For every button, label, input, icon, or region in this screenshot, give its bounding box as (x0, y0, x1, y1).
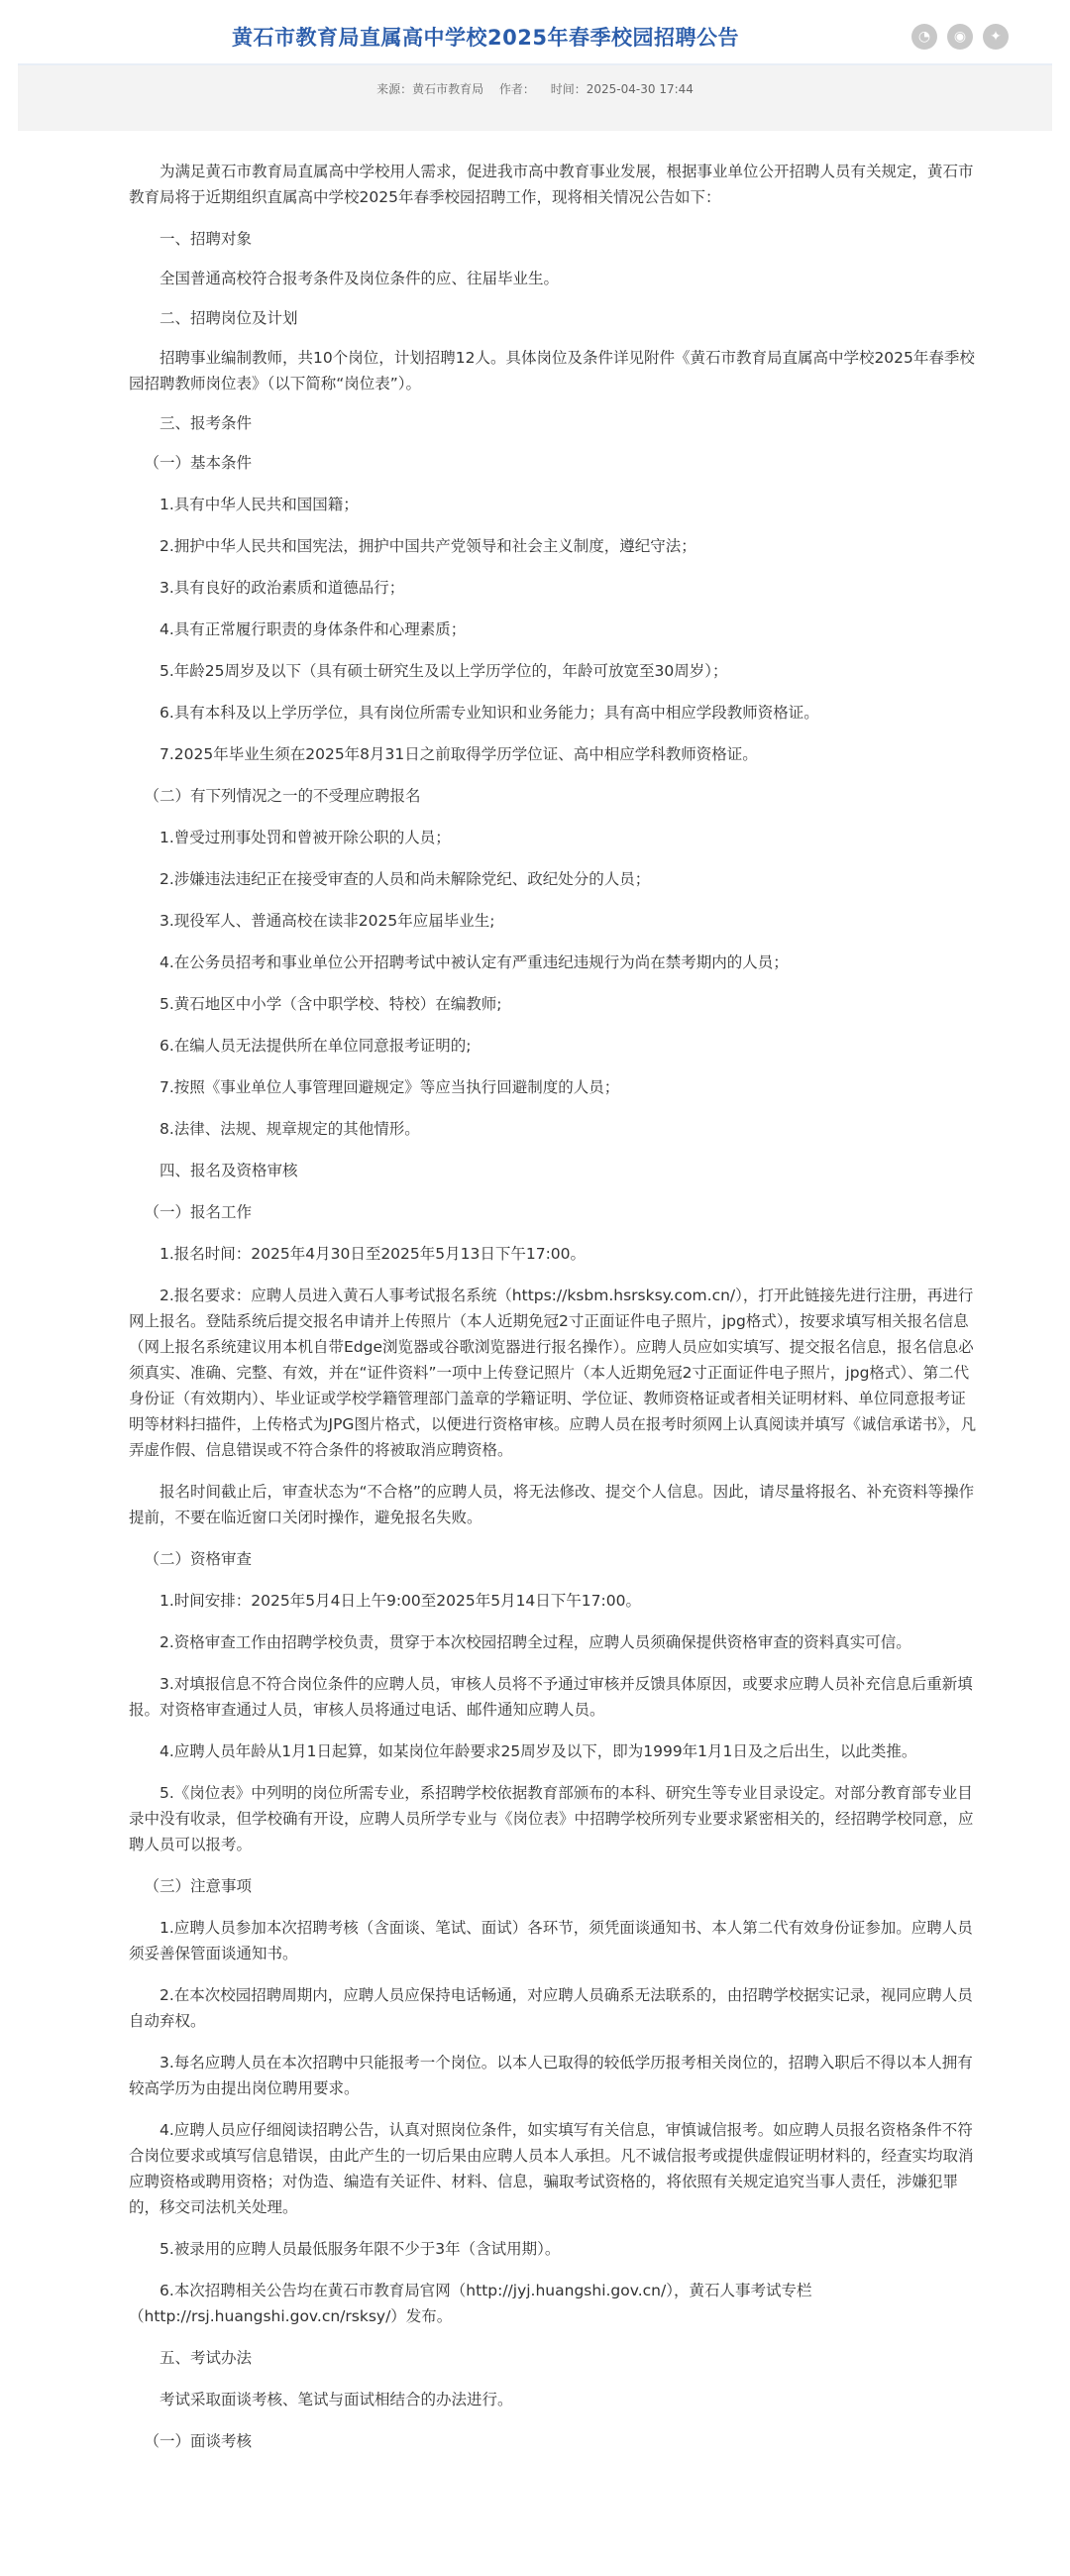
list-item: 4.具有正常履行职责的身体条件和心理素质； (160, 620, 467, 638)
list-item: 1.时间安排：2025年5月4日上午9:00至2025年5月14日下午17:00。 (160, 1592, 641, 1610)
list-item: 4.应聘人员年龄从1月1日起算，如某岗位年龄要求25周岁及以下，即为1999年1月1日及之后出生，以此类推。 (160, 1742, 917, 1760)
list-item: 3.具有良好的政治素质和道德品行； (160, 579, 405, 597)
subsection-heading: （一）面谈考核 (144, 2432, 253, 2450)
intro-paragraph: 为满足黄石市教育局直属高中学校用人需求，促进我市高中教育事业发展，根据事业单位公开招聘人员有关规定，黄石市教育局将于近期组织直属高中学校2025年春季校园招聘工作，现将相关情况公告如下： (129, 163, 974, 206)
list-item: 8.法律、法规、规章规定的其他情形。 (160, 1120, 420, 1138)
list-item: 5.被录用的应聘人员最低服务年限不少于3年（含试用期）。 (160, 2240, 561, 2258)
share-icon[interactable]: ✦ (983, 24, 1009, 50)
article-body (129, 159, 977, 2454)
paragraph: 考试采取面谈考核、笔试与面试相结合的办法进行。 (160, 2391, 513, 2408)
list-item: 3.现役军人、普通高校在读非2025年应届毕业生; (160, 912, 495, 930)
list-item: 4.应聘人员应仔细阅读招聘公告，认真对照岗位条件，如实填写有关信息，审慎诚信报考。如应聘人员报名资格条件不符合岗位要求或填写信息错误，由此产生的一切后果由应聘人员本人承担。凡不诚信报考或提供虚假证明材料的，经查实均取消应聘资格或聘用资格；对伪造、编造有关证件、材料、信息，骗取考试资格的，将依照有关规定追究当事人责任，涉嫌犯罪的，移交司法机关处理。 (129, 2121, 974, 2216)
section-heading: 五、考试办法 (160, 2349, 253, 2367)
list-item: 1.曾受过刑事处罚和曾被开除公职的人员； (160, 829, 451, 846)
list-item: 2.拥护中华人民共和国宪法，拥护中国共产党领导和社会主义制度，遵纪守法； (160, 537, 696, 555)
section-heading: 四、报名及资格审核 (160, 1162, 298, 1179)
weibo-icon[interactable]: ◉ (947, 24, 973, 50)
subsection-heading: （一）基本条件 (144, 454, 253, 472)
list-item: 6.本次招聘相关公告均在黄石市教育局官网（http://jyj.huangshi.gov.cn/），黄石人事考试专栏（http://rsj.huangshi.gov.cn/rsksy/）发布。 (129, 2282, 812, 2325)
subsection-heading: （三）注意事项 (144, 1877, 253, 1895)
list-item: 6.具有本科及以上学历学位，具有岗位所需专业知识和业务能力；具有高中相应学段教师资格证。 (160, 704, 819, 722)
list-item: 6.在编人员无法提供所在单位同意报考证明的; (160, 1037, 472, 1055)
list-item: 2.报名要求：应聘人员进入黄石人事考试报名系统（https://ksbm.hsrsksy.com.cn/），打开此链接先进行注册，再进行网上报名。登陆系统后提交报名申请并上传照片（本人近期免冠2寸正面证件电子照片，jpg格式），按要求填写相关报名信息（网上报名系统建议用本机自带Edge浏览器或谷歌浏览器进行报名操作）。应聘人员应如实填写、提交报名信息，报名信息必须真实、准确、完整、有效，并在“证件资料”一项中上传登记照片（本人近期免冠2寸正面证件电子照片，jpg格式）、第二代身份证（有效期内）、毕业证或学校学籍管理部门盖章的学籍证明、学位证、教师资格证或者相关证明材料、单位同意报考证明等材料扫描件，上传格式为JPG图片格式，以便进行资格审核。应聘人员在报考时须网上认真阅读并填写《诚信承诺书》，凡弄虚作假、信息错误或不符合条件的将被取消应聘资格。 (129, 1287, 977, 1459)
section-heading: 三、报考条件 (160, 414, 253, 432)
list-item: 7.2025年毕业生须在2025年8月31日之前取得学历学位证、高中相应学科教师资格证。 (160, 745, 758, 763)
meta-source: 来源：黄石市教育局 (376, 82, 484, 96)
list-item: 5.黄石地区中小学（含中职学校、特校）在编教师; (160, 995, 502, 1013)
list-item: 3.对填报信息不符合岗位条件的应聘人员，审核人员将不予通过审核并反馈具体原因，或要求应聘人员补充信息后重新填报。对资格审查通过人员，审核人员将通过电话、邮件通知应聘人员。 (129, 1675, 973, 1719)
list-item: 5.年龄25周岁及以下（具有硕士研究生及以上学历学位的，年龄可放宽至30周岁）； (160, 662, 728, 680)
wechat-icon[interactable]: ◔ (911, 24, 937, 50)
list-item: 2.资格审查工作由招聘学校负责，贯穿于本次校园招聘全过程，应聘人员须确保提供资格审查的资料真实可信。 (160, 1633, 911, 1651)
article-header (0, 0, 1070, 63)
section-heading: 二、招聘岗位及计划 (160, 309, 298, 327)
list-item: 3.每名应聘人员在本次招聘中只能报考一个岗位。以本人已取得的较低学历报考相关岗位的，招聘入职后不得以本人拥有较高学历为由提出岗位聘用要求。 (129, 2054, 973, 2097)
meta-author: 作者： (498, 82, 535, 96)
list-item: 2.在本次校园招聘周期内，应聘人员应保持电话畅通，对应聘人员确系无法联系的，由招聘学校据实记录，视同应聘人员自动弃权。 (129, 1986, 973, 2030)
subsection-heading: （二）有下列情况之一的不受理应聘报名 (144, 787, 421, 805)
list-item: 2.涉嫌违法违纪正在接受审查的人员和尚未解除党纪、政纪处分的人员； (160, 870, 651, 888)
section-heading: 一、招聘对象 (160, 230, 253, 248)
page-title: 黄石市教育局直属高中学校2025年春季校园招聘公告 (232, 26, 739, 50)
list-item: 5.《岗位表》中列明的岗位所需专业，系招聘学校依据教育部颁布的本科、研究生等专业目录设定。对部分教育部专业目录中没有收录，但学校确有开设，应聘人员所学专业与《岗位表》中招聘学校所列专业要求紧密相关的，经招聘学校同意，应聘人员可以报考。 (129, 1784, 974, 1853)
list-item: 1.报名时间：2025年4月30日至2025年5月13日下午17:00。 (160, 1245, 587, 1263)
paragraph: 全国普通高校符合报考条件及岗位条件的应、往届毕业生。 (160, 270, 560, 287)
meta-time: 时间：2025-04-30 17:44 (550, 82, 694, 96)
list-item: 1.具有中华人民共和国国籍； (160, 496, 359, 513)
list-item: 7.按照《事业单位人事管理回避规定》等应当执行回避制度的人员； (160, 1078, 620, 1096)
subsection-heading: （二）资格审查 (144, 1550, 253, 1568)
list-item: 4.在公务员招考和事业单位公开招聘考试中被认定有严重违纪违规行为尚在禁考期内的人员； (160, 953, 789, 971)
meta-bar (18, 65, 1052, 131)
subsection-heading: （一）报名工作 (144, 1203, 253, 1221)
list-item: 1.应聘人员参加本次招聘考核（含面谈、笔试、面试）各环节，须凭面谈通知书、本人第二代有效身份证参加。应聘人员须妥善保管面谈通知书。 (129, 1919, 973, 1962)
paragraph: 招聘事业编制教师，共10个岗位，计划招聘12人。具体岗位及条件详见附件《黄石市教育局直属高中学校2025年春季校园招聘教师岗位表》（以下简称“岗位表”）。 (129, 349, 975, 392)
paragraph: 报名时间截止后，审查状态为“不合格”的应聘人员，将无法修改、提交个人信息。因此，请尽量将报名、补充资料等操作提前，不要在临近窗口关闭时操作，避免报名失败。 (129, 1483, 975, 1526)
